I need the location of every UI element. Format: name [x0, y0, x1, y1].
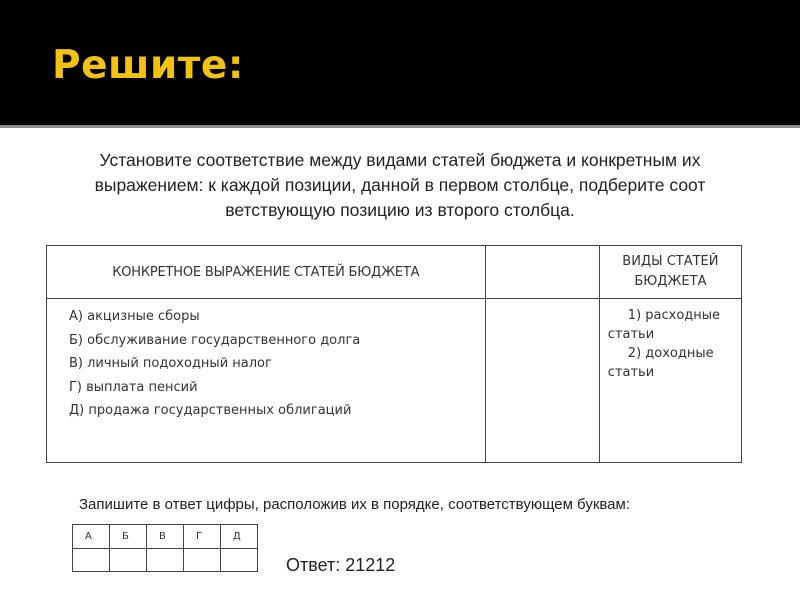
table-body-row — [47, 299, 742, 463]
task-line: Установите соответствие между видами статей бюджета и конкретным их — [99, 150, 701, 170]
type-option-cont: статьи — [607, 327, 655, 342]
header-types-line: БЮДЖЕТА — [634, 274, 707, 289]
answer-digit-cell[interactable] — [73, 548, 110, 572]
answer-letter-cell: В — [146, 525, 183, 549]
title-bar-divider — [0, 125, 800, 128]
list-item: Г) выплата пенсий — [69, 379, 198, 395]
slide-title: Решите: — [52, 43, 244, 88]
answer-digit-cell[interactable] — [220, 548, 257, 572]
answer-digit-cell[interactable] — [183, 548, 220, 572]
types-cell — [599, 299, 741, 463]
answer-letter-cell: А — [73, 525, 110, 549]
type-option: 1) расходные — [627, 308, 721, 323]
answer-letter-cell: Б — [109, 525, 146, 549]
answer-instruction: Запишите в ответ цифры, расположив их в порядке, соответствующем буквам: — [79, 496, 631, 513]
table-header-row — [47, 246, 742, 299]
task-text — [40, 148, 760, 223]
answer-digit-cell[interactable] — [109, 548, 146, 572]
matching-table — [46, 245, 742, 463]
header-cell-expressions: КОНКРЕТНОЕ ВЫРАЖЕНИЕ СТАТЕЙ БЮДЖЕТА — [47, 246, 486, 299]
task-line: выражением: к каждой позиции, данной в первом столбце, подберите соот — [94, 175, 706, 195]
list-item: Д) продажа государственных облигаций — [69, 403, 352, 418]
list-item: Б) обслуживание государственного долга — [69, 332, 361, 348]
answer-digit-cell[interactable] — [146, 548, 183, 572]
list-item: В) личный подоходный налог — [69, 356, 272, 371]
task-line: ветствующую позицию из второго столбца. — [225, 200, 575, 220]
type-option-cont: статьи — [607, 365, 655, 380]
header-cell-types — [599, 246, 741, 299]
answer-grid — [72, 524, 258, 572]
empty-cell — [485, 299, 599, 463]
type-option: 2) доходные — [627, 346, 714, 361]
answer-letters-row — [73, 525, 258, 549]
items-cell — [47, 299, 486, 463]
answer-digits-row — [73, 548, 258, 572]
header-types-line: ВИДЫ СТАТЕЙ — [622, 254, 719, 269]
answer-letter-cell: Г — [183, 525, 220, 549]
list-item: А) акцизные сборы — [69, 309, 200, 324]
answer-letter-cell: Д — [220, 525, 257, 549]
header-cell-empty — [485, 246, 599, 299]
answer-text: Ответ: 21212 — [286, 555, 396, 575]
